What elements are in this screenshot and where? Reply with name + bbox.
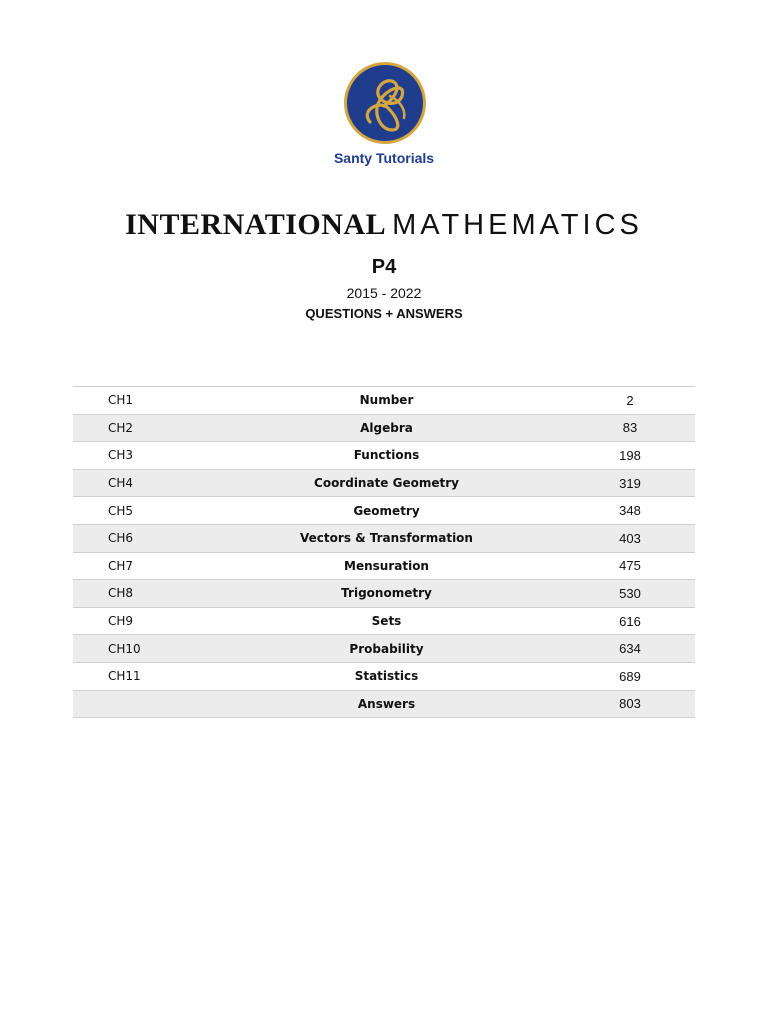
page-cell: 689 (565, 662, 695, 690)
page-cell: 319 (565, 469, 695, 497)
chapter-cell: CH2 (73, 414, 208, 442)
topic-cell: Vectors & Transformation (208, 524, 565, 552)
chapter-cell: CH11 (73, 662, 208, 690)
chapter-cell: CH8 (73, 580, 208, 608)
table-row[interactable] (73, 387, 695, 415)
topic-cell: Statistics (208, 662, 565, 690)
page-cell: 198 (565, 442, 695, 470)
table-row[interactable] (73, 497, 695, 525)
table-row[interactable] (73, 690, 695, 718)
santy-tutorials-logo-icon (340, 60, 430, 146)
chapter-cell: CH3 (73, 442, 208, 470)
page-cell: 83 (565, 414, 695, 442)
table-row[interactable] (73, 607, 695, 635)
chapter-cell: CH10 (73, 635, 208, 663)
topic-cell: Trigonometry (208, 580, 565, 608)
page-cell: 530 (565, 580, 695, 608)
topic-cell: Sets (208, 607, 565, 635)
title-strong: INTERNATIONAL (125, 208, 387, 241)
topic-cell: Functions (208, 442, 565, 470)
page-cell: 803 (565, 690, 695, 718)
chapter-cell: CH5 (73, 497, 208, 525)
topic-cell: Coordinate Geometry (208, 469, 565, 497)
topic-cell: Algebra (208, 414, 565, 442)
table-row[interactable] (73, 552, 695, 580)
brand-logo (340, 60, 430, 146)
document-title (0, 208, 768, 242)
table-row[interactable] (73, 414, 695, 442)
chapter-cell (73, 690, 208, 718)
chapter-cell: CH9 (73, 607, 208, 635)
table-row[interactable] (73, 442, 695, 470)
topic-cell: Geometry (208, 497, 565, 525)
topic-cell: Probability (208, 635, 565, 663)
chapter-cell: CH1 (73, 387, 208, 415)
topic-cell: Answers (208, 690, 565, 718)
subtitle: QUESTIONS + ANSWERS (305, 306, 463, 321)
table-row[interactable] (73, 662, 695, 690)
page-cell: 634 (565, 635, 695, 663)
page-cell: 2 (565, 387, 695, 415)
topic-cell: Number (208, 387, 565, 415)
year-range: 2015 - 2022 (346, 285, 422, 301)
page-cell: 403 (565, 524, 695, 552)
table-row[interactable] (73, 580, 695, 608)
paper-label: P4 (371, 256, 397, 278)
chapter-cell: CH7 (73, 552, 208, 580)
table-row[interactable] (73, 635, 695, 663)
table-row[interactable] (73, 469, 695, 497)
topic-cell: Mensuration (208, 552, 565, 580)
page-cell: 475 (565, 552, 695, 580)
chapter-cell: CH4 (73, 469, 208, 497)
page-cell: 348 (565, 497, 695, 525)
table-of-contents (73, 386, 695, 718)
brand-name: Santy Tutorials (333, 150, 435, 166)
page-cell: 616 (565, 607, 695, 635)
table-row[interactable] (73, 524, 695, 552)
title-light: MATHEMATICS (392, 209, 643, 241)
chapter-cell: CH6 (73, 524, 208, 552)
